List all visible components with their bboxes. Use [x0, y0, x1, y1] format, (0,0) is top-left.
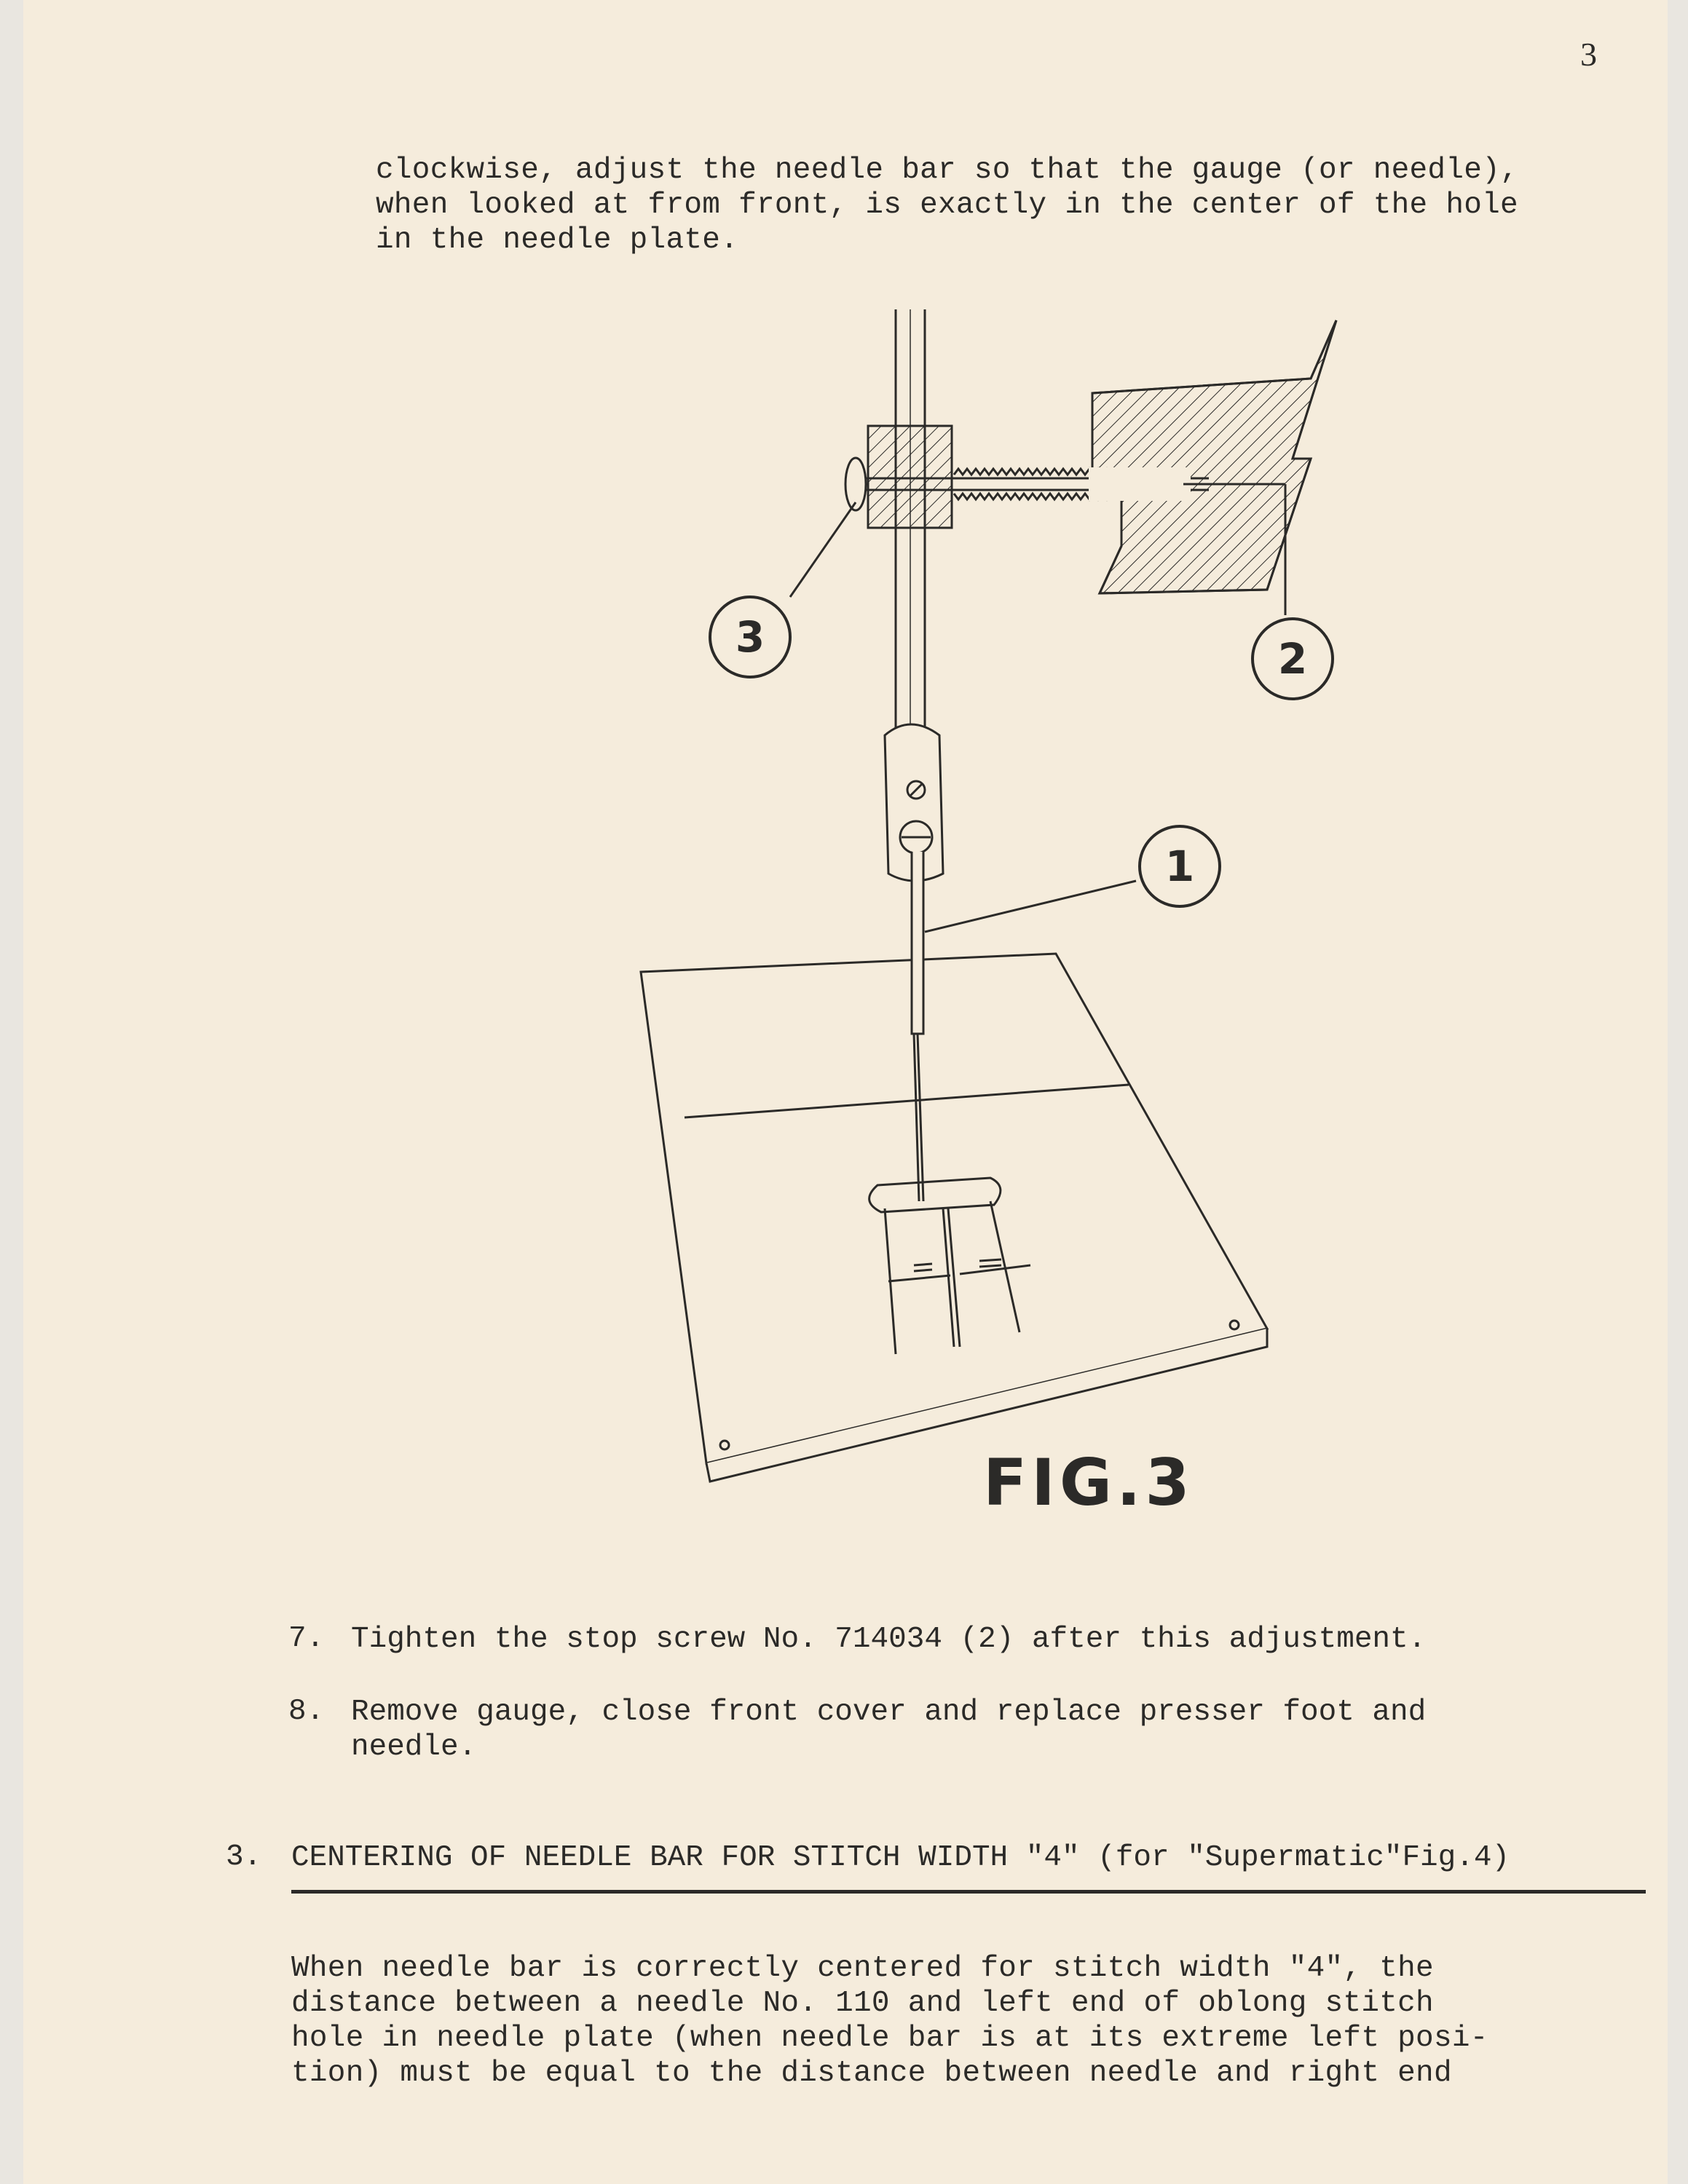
intro-line: in the needle plate. [376, 223, 739, 257]
callout-3: 3 [735, 612, 765, 662]
callout-2: 2 [1277, 634, 1308, 684]
step-number: 7. [288, 1622, 325, 1655]
heading-underline [291, 1890, 1646, 1894]
body-line: distance between a needle No. 110 and left end of oblong stitch [291, 1987, 1434, 2020]
body-line: When needle bar is correctly centered for stitch width "4", the [291, 1952, 1434, 1985]
needle-bar-diagram [612, 306, 1354, 1485]
figure-3-illustration [612, 306, 1354, 1485]
intro-line: clockwise, adjust the needle bar so that the gauge (or needle), [376, 154, 1518, 187]
figure-caption: FIG.3 [983, 1445, 1194, 1520]
step-number: 8. [288, 1695, 325, 1728]
section-number: 3. [226, 1840, 262, 1874]
callout-1: 1 [1164, 842, 1195, 891]
step-text: Remove gauge, close front cover and replace presser foot and [351, 1696, 1427, 1729]
section-title: CENTERING OF NEEDLE BAR FOR STITCH WIDTH "4" (for "Supermatic"Fig.4) [291, 1841, 1510, 1875]
step-text: Tighten the stop screw No. 714034 (2) after this adjustment. [351, 1623, 1427, 1656]
body-line: tion) must be equal to the distance between needle and right end [291, 2057, 1452, 2090]
page-number: 3 [1580, 36, 1597, 73]
body-line: hole in needle plate (when needle bar is at its extreme left posi- [291, 2022, 1488, 2055]
intro-line: when looked at from front, is exactly in the center of the hole [376, 189, 1518, 222]
step-text: needle. [351, 1730, 477, 1764]
